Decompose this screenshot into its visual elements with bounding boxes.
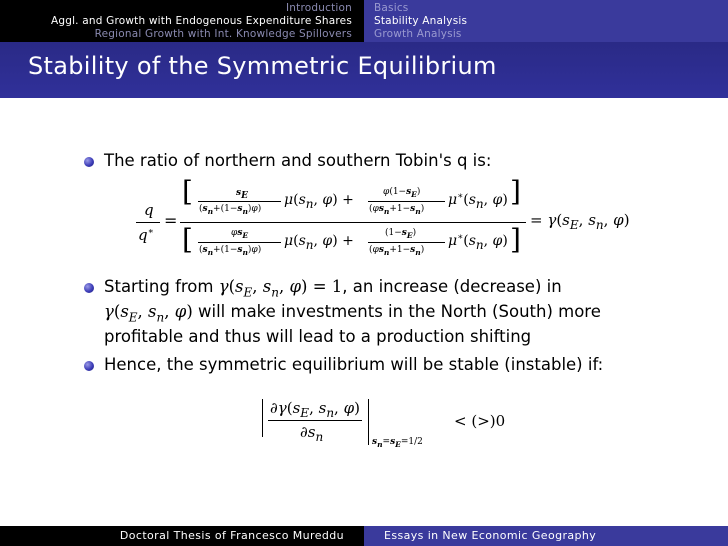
eq-den-mu-term: $\mu(s_n$, φ) + (284, 233, 354, 252)
eq-q: q (144, 201, 154, 219)
header-navigation (0, 0, 728, 42)
footer (0, 526, 728, 546)
nav-section-aggl-growth[interactable]: Aggl. and Growth with Endogenous Expenditure Shares (50, 15, 352, 27)
nav-subsection-growth[interactable]: Growth Analysis (374, 28, 462, 40)
bullet-text-investments: will make investments in the North (South) more (198, 302, 601, 321)
eq-den-frac2-top: $(1-s_E)$ (385, 228, 417, 240)
eq-num-frac1-bottom: $(s_n+(1-s_n)\varphi)$ (199, 204, 262, 216)
eq-num-frac1-top: $s_E$ (236, 188, 248, 201)
eq-den-frac2-bar (368, 242, 445, 243)
bullet-text-starting-part2: , an increase (decrease) in (342, 277, 562, 296)
footer-author: Doctoral Thesis of Francesco Mureddu (0, 526, 364, 546)
nav-section-introduction[interactable]: Introduction (286, 2, 352, 14)
eq-bracket-open-bottom: [ (182, 223, 193, 256)
bullet-icon (84, 157, 94, 167)
inline-math-gamma: $\gamma(s_E$, $s_n$, φ) (104, 302, 193, 325)
nav-subsection-stability[interactable]: Stability Analysis (374, 15, 468, 27)
eq-bracket-close-bottom: ] (510, 223, 521, 256)
inline-math-gamma-one: $\gamma(s_E$, $s_n$, φ) = 1 (218, 277, 343, 300)
bullet-text-tobin-ratio: The ratio of northern and southern Tobin's q is: (104, 151, 492, 170)
bullet-icon (84, 283, 94, 293)
eq2-inequality: < (>)0 (454, 412, 506, 430)
eq-den-frac2-bottom: $(\varphi s_n+1-s_n)$ (369, 245, 425, 257)
eq-fraction-bar-left (136, 222, 160, 223)
eq-rhs-gamma: = $\gamma(s_E$, $s_n$, φ) (530, 211, 630, 232)
nav-subsection-basics[interactable]: Basics (374, 2, 409, 14)
eq-num-frac2-bottom: $(\varphi s_n+1-s_n)$ (369, 204, 425, 216)
bullet-icon (84, 361, 94, 371)
section-navigation (0, 0, 364, 42)
bullet-text-starting-part1: Starting from (104, 277, 214, 296)
subsection-navigation (364, 0, 728, 42)
eq-den-frac1-top: $\varphi s_E$ (231, 228, 249, 240)
eq-equals: = (164, 211, 178, 230)
title-bar (0, 42, 728, 98)
eq-num-mu-term: $\mu(s_n$, φ) + (284, 192, 354, 211)
eq2-denominator: $\partial s_n$ (300, 423, 324, 444)
eq2-abs-right (368, 399, 369, 445)
eq-den-frac1-bar (198, 242, 281, 243)
eq2-fraction-bar (268, 420, 362, 421)
eq-num-frac1-bar (198, 201, 281, 202)
eq-num-frac2-bar (368, 201, 445, 202)
eq-num-frac2-top: $\varphi(1-s_E)$ (383, 187, 421, 199)
eq-bracket-close-top: ] (510, 175, 521, 208)
bullet-text-line2 (104, 301, 601, 323)
eq2-abs-left (262, 399, 263, 437)
eq2-numerator: $\partial\gamma(s_E$, $s_n$, φ) (270, 399, 360, 420)
slide-title: Stability of the Symmetric Equilibrium (28, 52, 497, 80)
eq-den-frac1-bottom: $(s_n+(1-s_n)\varphi)$ (199, 245, 262, 257)
eq-den-mu-star-term: $\mu^∗(s_n$, φ) (448, 232, 508, 252)
nav-section-regional-growth[interactable]: Regional Growth with Int. Knowledge Spillovers (94, 28, 352, 40)
eq-bracket-open-top: [ (182, 175, 193, 208)
bullet-text-stable: Hence, the symmetric equilibrium will be stable (instable) if: (104, 355, 604, 374)
eq2-evaluation: $s_n=s_E=1/2$ (372, 437, 423, 449)
footer-work-title: Essays in New Economic Geography (364, 526, 728, 546)
bullet-text-starting (104, 276, 562, 298)
eq-q-star: q∗ (138, 226, 154, 244)
eq-main-fraction-bar (180, 222, 526, 223)
eq-num-mu-star-term: $\mu^∗(s_n$, φ) (448, 191, 508, 211)
bullet-text-profitable: profitable and thus will lead to a production shifting (104, 327, 532, 346)
